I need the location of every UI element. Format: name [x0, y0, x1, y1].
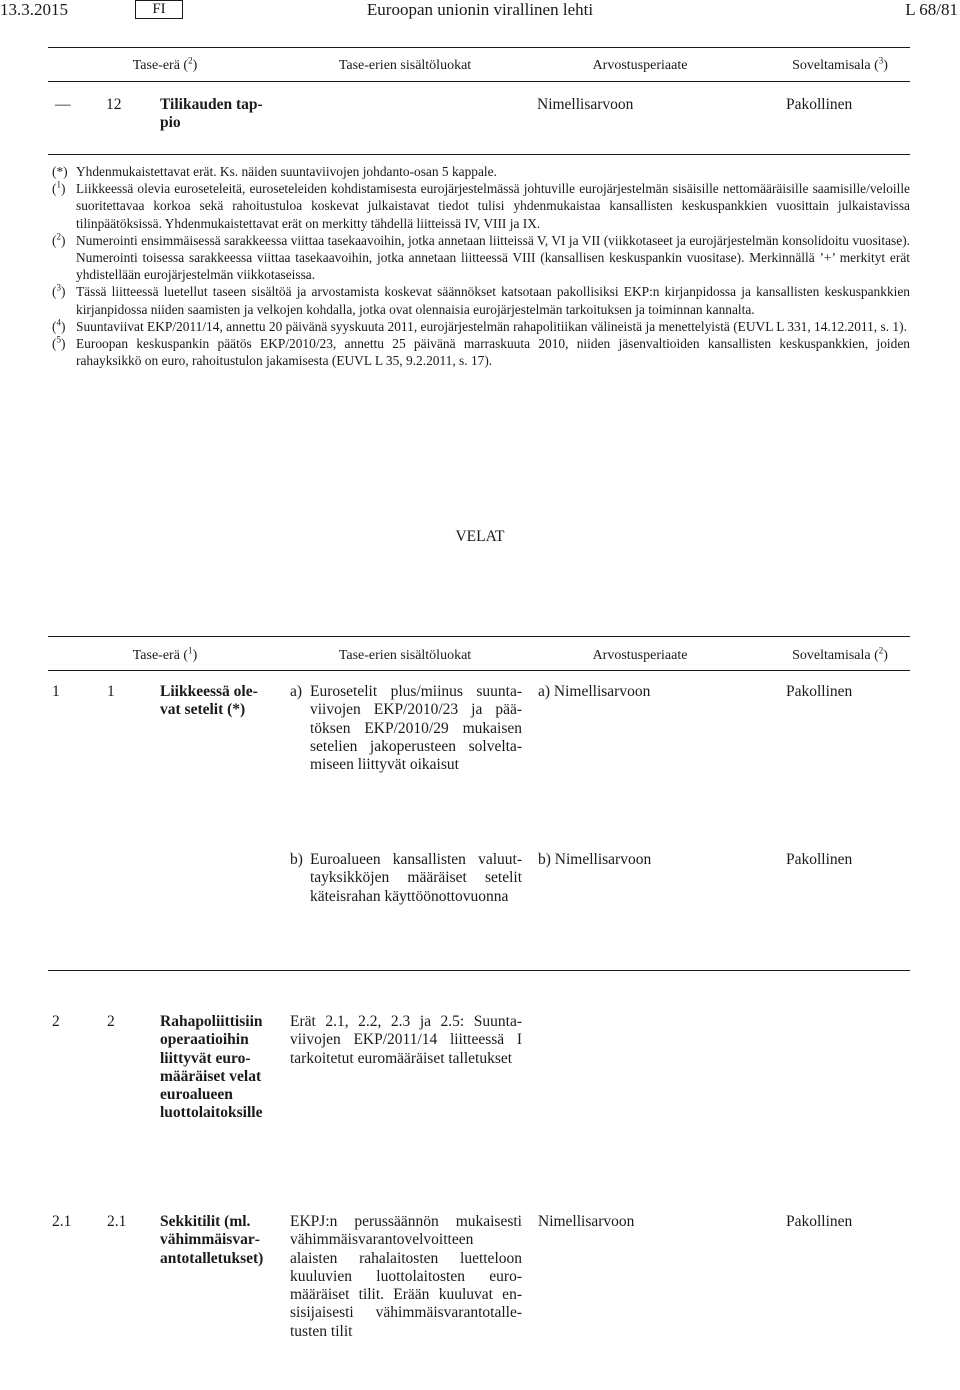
table1-header-content: Tase-erien sisältöluokat [338, 58, 472, 73]
table1-row-item: Tilikauden tap- pio [160, 96, 263, 132]
footnote-1: ($^1$) Liikkeessä olevia euroseteleitä, euroseteleiden kohdistamisesta eurojärjestelmässä johtuville eurojärjestelmän sisäisille nettomääräisille saamisille/veloille suoritettavaa korkoa sekä rahoitustuloa koskevat julkaistavat tiedot tulisi yhdenmukaistaa kansallisten keskuspankkien vuosittain julkaistavissa tilinpäätöksissä. Yhdenmukaistettavat erät on merkitty tähdellä liitteissä IV, VIII ja IX. [52, 179, 910, 231]
table2-row1-valuation-b: b) Nimellisarvoon [538, 851, 652, 868]
table2-row1-num2: 1 [107, 683, 115, 700]
table2-header-valuation: Arvostusperiaate [592, 648, 688, 663]
table2-row3-num2: 2.1 [107, 1213, 127, 1230]
table2-row1-scope-a: Pakollinen [786, 683, 853, 700]
table1-row-valuation: Nimellisarvoon [537, 96, 634, 113]
table2-row1-content-b: b) Euroalueen kansallisten valuuttayksikköjen määräiset setelit käteisrahan käyttöönottovuonna [290, 851, 522, 905]
table1-row-dash: — [55, 96, 71, 113]
table1-header-rule [48, 81, 910, 82]
table2-row3-valuation: Nimellisarvoon [538, 1213, 635, 1230]
table2-header-rule [48, 670, 910, 671]
footnote-star: (*) Yhdenmukaistettavat erät. Ks. näiden suuntaviivojen johdanto-osan 5 kappale. [52, 164, 497, 179]
table1-header-item: Tase-erä ($^2$) [132, 55, 198, 73]
table2-row1-item: Liikkeessä ole- vat setelit (*) [160, 683, 258, 719]
table2-row2-content: Erät 2.1, 2.2, 2.3 ja 2.5: Suuntaviivojen EKP/2011/14 liitteessä I tarkoitetut euromääräiset talletukset [290, 1013, 522, 1067]
table2-row3-scope: Pakollinen [786, 1213, 853, 1230]
table2-header-scope: Soveltamisala ($^2$) [792, 645, 888, 663]
table2-row1-content-a: a) Eurosetelit plus/miinus suuntaviivojen EKP/2010/23 ja päätöksen EKP/2010/29 mukaisen setelien jakoperusteen solveltamiseen liittyvät oikaisut [290, 683, 522, 774]
table2-row3-num1: 2.1 [52, 1213, 72, 1230]
footnotes [52, 163, 910, 369]
table2-header-content: Tase-erien sisältöluokat [338, 648, 472, 663]
table1-bottom-rule [48, 154, 910, 155]
table2-row1-num1: 1 [52, 683, 60, 700]
publication-date: 13.3.2015 [0, 0, 68, 19]
table2-row2-num2: 2 [107, 1013, 115, 1030]
table1-header-scope: Soveltamisala ($^3$) [792, 55, 888, 73]
language-badge: FI [135, 0, 183, 19]
footnote-4: ($^4$) Suuntaviivat EKP/2011/14, annettu 20 päivänä syyskuuta 2011, eurojärjestelmän rahapolitiikan välineistä ja menettelyistä (EUVL L 331, 14.12.2011, s. 1). [52, 317, 907, 334]
footnote-2: ($^2$) Numerointi ensimmäisessä sarakkeessa viittaa tasekaavoihin, jotka annetaan liitteissä V, VI ja VII (viikkotaseet ja eurojärjestelmän konsolidoitu vuositase). Numerointi toisessa sarakkeessa viittaa tasekaavoihin, jotka annetaan liitteessä VIII (kansallisen keskuspankin vuositase). Merkinnällä ’+’ merkityt erät yhdistellään eurojärjestelmän viikkotaseissa. [52, 231, 910, 283]
table2-row2-item: Rahapoliittisiin operaatioihin liittyvät euromääräiset velat euroalueen luottolaitoksille [160, 1013, 263, 1122]
table1-top-rule [48, 47, 910, 48]
table2-top-rule [48, 636, 910, 637]
table2-row1-scope-b: Pakollinen [786, 851, 853, 868]
journal-title: Euroopan unionin virallinen lehti [366, 0, 594, 19]
table2-row3-content: EKPJ:n perussäännön mukaisesti vähimmäisvarantovelvoitteen alaisten rahalaitosten luetteloon kuuluvien luottolaitosten euromääräiset tilit. Erään kuuluvat ensisijaisesti vähimmäisvarantotalletusten tilit [290, 1213, 522, 1340]
table2-row1-valuation-a: a) Nimellisarvoon [538, 683, 651, 700]
table1-header-valuation: Arvostusperiaate [592, 58, 688, 73]
table2-header-item: Tase-erä ($^1$) [132, 645, 198, 663]
table2-row1-rule [48, 970, 910, 971]
footnote-5: ($^5$) Euroopan keskuspankin päätös EKP/2010/23, annettu 25 päivänä marraskuuta 2010, niiden jäsenvaltioiden kansallisten keskuspankkien, joiden rahayksikkö on euro, rahoitustulon jakamisesta (EUVL L 35, 9.2.2011, s. 17). [52, 334, 910, 369]
page-number: L 68/81 [905, 0, 958, 19]
table1-row-number: 12 [106, 96, 122, 113]
page-header [0, 0, 960, 22]
table1-row-scope: Pakollinen [786, 96, 853, 113]
footnote-3: ($^3$) Tässä liitteessä luetellut taseen sisältöä ja arvostamista koskevat säännökset katsotaan pakollisiksi EKP:n kirjanpidossa ja kansallisten keskuspankkien kirjanpidossa niiden saamisten ja velkojen kohdalla, jotka ovat olennaisia eurojärjestelmän tarkoituksen ja toiminnan kannalta. [52, 282, 910, 317]
section-title: VELAT [455, 528, 505, 545]
table2-row3-item: Sekkitilit (ml. vähimmäisvarantotalletukset) [160, 1213, 264, 1267]
table2-row2-num1: 2 [52, 1013, 60, 1030]
